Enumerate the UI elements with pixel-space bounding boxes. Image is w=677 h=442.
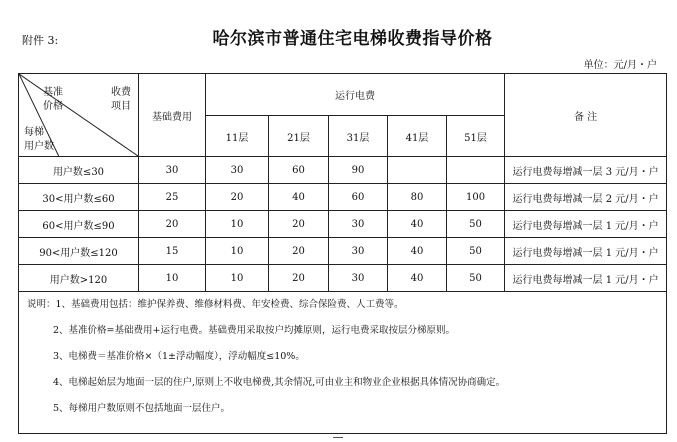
fee-cell: 10 — [206, 265, 269, 292]
row-label: 90<用户数≤120 — [19, 238, 139, 265]
corner-bottom-left: 每梯 用户数 — [24, 127, 54, 152]
note-item: 5、每梯用户数原则不包括地面一层住户。 — [53, 403, 231, 414]
fee-cell: 40 — [388, 265, 447, 292]
floor-header: 11层 — [206, 116, 269, 157]
floor-header: 21层 — [269, 116, 329, 157]
fee-cell: 10 — [206, 238, 269, 265]
fee-cell: 50 — [447, 238, 505, 265]
remark-cell: 运行电费每增减一层 1 元/月・户 — [505, 238, 667, 265]
attachment-label: 附件 3: — [22, 34, 59, 47]
remark-cell: 运行电费每增减一层 2 元/月・户 — [505, 184, 667, 211]
floor-header: 31层 — [329, 116, 388, 157]
base-fee-cell: 10 — [139, 265, 206, 292]
page-title: 哈尔滨市普通住宅电梯收费指导价格 — [212, 29, 493, 49]
unit-label: 单位：元/月・户 — [583, 60, 657, 71]
base-fee-header: 基础费用 — [139, 74, 206, 157]
fee-cell: 50 — [447, 211, 505, 238]
table-row — [19, 265, 667, 292]
fee-cell: 60 — [329, 184, 388, 211]
corner-top-right: 收费 项目 — [111, 87, 131, 112]
fee-cell: 50 — [447, 265, 505, 292]
row-label: 用户数>120 — [19, 265, 139, 292]
fee-cell: 30 — [329, 265, 388, 292]
fee-cell: 80 — [388, 184, 447, 211]
remark-cell: 运行电费每增减一层 1 元/月・户 — [505, 211, 667, 238]
fee-cell: 40 — [388, 211, 447, 238]
price-table — [18, 73, 667, 434]
row-label: 30<用户数≤60 — [19, 184, 139, 211]
corner-top-left: 基准 价格 — [43, 87, 63, 112]
table-row — [19, 211, 667, 238]
fee-cell — [447, 157, 505, 184]
fee-cell: 30 — [329, 211, 388, 238]
fee-cell: 10 — [206, 211, 269, 238]
fee-cell: 20 — [269, 211, 329, 238]
remark-cell: 运行电费每增减一层 3 元/月・户 — [505, 157, 667, 184]
table-row — [19, 157, 667, 184]
base-fee-cell: 30 — [139, 157, 206, 184]
operating-fee-header: 运行电费 — [206, 74, 505, 116]
remark-cell: 运行电费每增减一层 1 元/月・户 — [505, 265, 667, 292]
note-item: 2、基准价格=基础费用+运行电费。基础费用采取按户均摊原则，运行电费采取按层分梯原则。 — [53, 325, 455, 336]
table-row — [19, 238, 667, 265]
remarks-header: 备 注 — [505, 74, 667, 157]
corner-header-cell — [19, 74, 139, 157]
fee-cell: 20 — [206, 184, 269, 211]
row-label: 用户数≤30 — [19, 157, 139, 184]
note-item: 3、电梯费＝基准价格×（1±浮动幅度），浮动幅度≤10%。 — [53, 351, 305, 362]
fee-cell: 40 — [269, 184, 329, 211]
fee-cell: 60 — [269, 157, 329, 184]
row-label: 60<用户数≤90 — [19, 211, 139, 238]
fee-cell: 20 — [269, 265, 329, 292]
note-item: 说明：1、基础费用包括：维护保养费、维修材料费、年安检费、综合保险费、人工费等。 — [27, 299, 404, 310]
fee-cell: 40 — [388, 238, 447, 265]
header-row-1 — [19, 74, 667, 116]
base-fee-cell: 25 — [139, 184, 206, 211]
note-item: 4、电梯起始层为地面一层的住户,原则上不收电梯费,其余情况,可由业主和物业企业根据具体情况协商确定。 — [53, 377, 506, 388]
fee-cell — [388, 157, 447, 184]
fee-cell: 20 — [269, 238, 329, 265]
notes-cell — [19, 292, 667, 434]
fee-cell: 30 — [329, 238, 388, 265]
fee-cell: 30 — [206, 157, 269, 184]
page-mark — [333, 437, 343, 441]
fee-cell: 100 — [447, 184, 505, 211]
notes-row — [19, 292, 667, 434]
fee-cell: 90 — [329, 157, 388, 184]
table-row — [19, 184, 667, 211]
base-fee-cell: 15 — [139, 238, 206, 265]
floor-header: 41层 — [388, 116, 447, 157]
base-fee-cell: 20 — [139, 211, 206, 238]
floor-header: 51层 — [447, 116, 505, 157]
